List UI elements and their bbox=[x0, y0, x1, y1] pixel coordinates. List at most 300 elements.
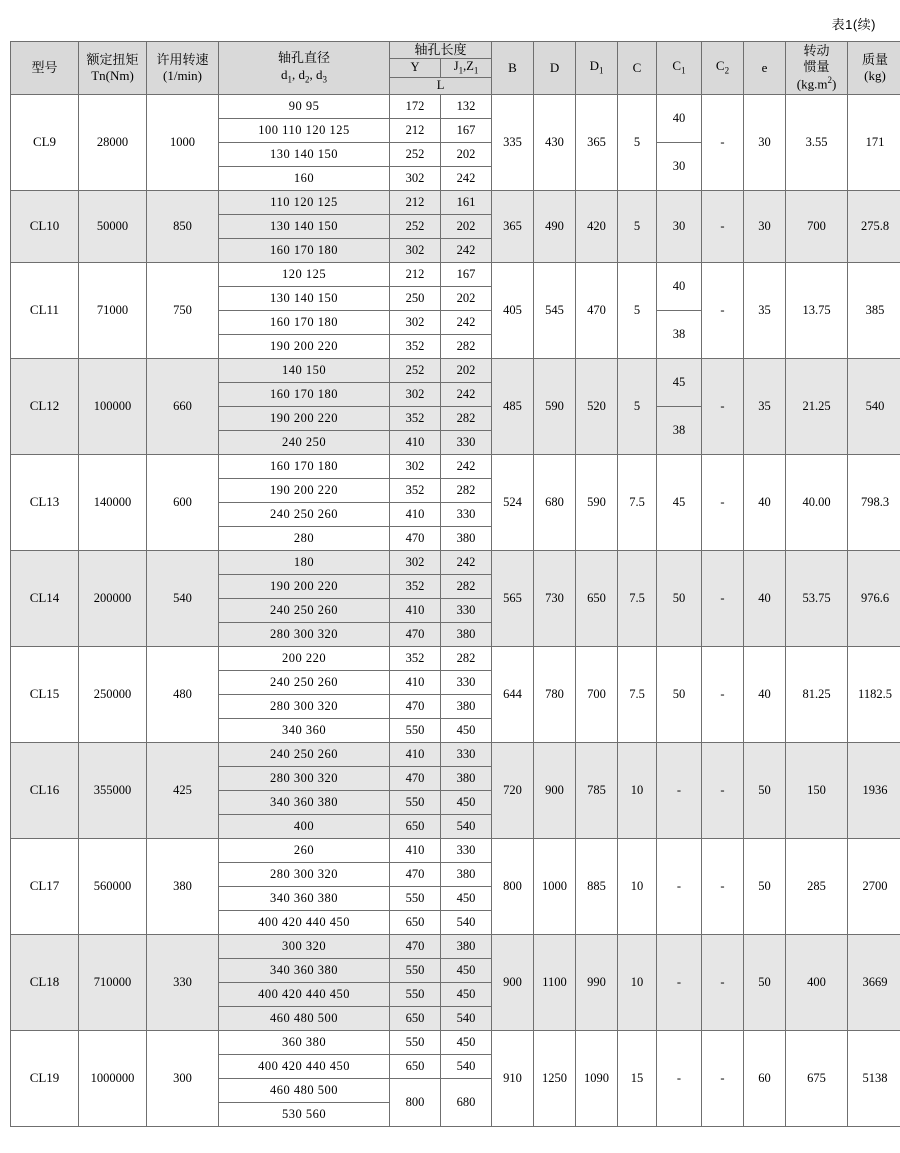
cell-C1: - bbox=[657, 934, 702, 1030]
cell-bore-diameters: 280 bbox=[219, 526, 390, 550]
cell-length-Y: 252 bbox=[390, 142, 441, 166]
cell-D: 900 bbox=[534, 742, 576, 838]
cell-C2: - bbox=[702, 742, 744, 838]
cell-length-J1Z1: 242 bbox=[441, 550, 492, 574]
cell-bore-diameters: 280 300 320 bbox=[219, 694, 390, 718]
cell-D: 1100 bbox=[534, 934, 576, 1030]
table-row bbox=[11, 190, 900, 214]
cell-length-J1Z1: 330 bbox=[441, 430, 492, 454]
cell-bore-diameters: 340 360 380 bbox=[219, 958, 390, 982]
cell-model: CL14 bbox=[11, 550, 79, 646]
cell-B: 720 bbox=[492, 742, 534, 838]
cell-length-J1Z1: 330 bbox=[441, 502, 492, 526]
cell-torque: 1000000 bbox=[79, 1030, 147, 1126]
cell-length-Y: 410 bbox=[390, 430, 441, 454]
cell-mass: 5138 bbox=[848, 1030, 900, 1126]
table-row bbox=[11, 94, 900, 118]
cell-inertia: 81.25 bbox=[786, 646, 848, 742]
header-L: L bbox=[390, 78, 492, 95]
header-C: C bbox=[618, 42, 657, 95]
cell-D1: 590 bbox=[576, 454, 618, 550]
table-body bbox=[11, 94, 900, 1126]
cell-bore-diameters: 190 200 220 bbox=[219, 334, 390, 358]
cell-bore-diameters: 260 bbox=[219, 838, 390, 862]
header-mass bbox=[848, 42, 900, 95]
cell-model: CL9 bbox=[11, 94, 79, 190]
cell-bore-diameters: 280 300 320 bbox=[219, 622, 390, 646]
cell-bore-diameters: 400 420 440 450 bbox=[219, 1054, 390, 1078]
cell-length-J1Z1: 540 bbox=[441, 1006, 492, 1030]
cell-bore-diameters: 460 480 500 bbox=[219, 1006, 390, 1030]
cell-length-J1Z1: 540 bbox=[441, 910, 492, 934]
cell-D1: 520 bbox=[576, 358, 618, 454]
cell-C2: - bbox=[702, 646, 744, 742]
cell-B: 524 bbox=[492, 454, 534, 550]
cell-mass: 976.6 bbox=[848, 550, 900, 646]
cell-length-J1Z1: 242 bbox=[441, 166, 492, 190]
header-torque-line1: 额定扭矩 bbox=[86, 51, 139, 67]
cell-C: 7.5 bbox=[618, 646, 657, 742]
cell-torque: 560000 bbox=[79, 838, 147, 934]
cell-length-Y: 550 bbox=[390, 718, 441, 742]
cell-length-Y: 352 bbox=[390, 478, 441, 502]
header-Y: Y bbox=[390, 59, 441, 78]
cell-speed: 380 bbox=[147, 838, 219, 934]
cell-length-Y: 650 bbox=[390, 814, 441, 838]
table-row bbox=[11, 454, 900, 478]
cell-length-J1Z1: 380 bbox=[441, 526, 492, 550]
cell-C2: - bbox=[702, 838, 744, 934]
cell-length-Y: 410 bbox=[390, 598, 441, 622]
cell-D1: 420 bbox=[576, 190, 618, 262]
cell-e: 40 bbox=[744, 646, 786, 742]
cell-e: 40 bbox=[744, 550, 786, 646]
cell-B: 565 bbox=[492, 550, 534, 646]
cell-length-J1Z1: 450 bbox=[441, 790, 492, 814]
cell-length-Y: 410 bbox=[390, 838, 441, 862]
cell-length-Y: 410 bbox=[390, 742, 441, 766]
cell-length-Y: 550 bbox=[390, 886, 441, 910]
cell-length-J1Z1: 242 bbox=[441, 238, 492, 262]
cell-length-Y: 410 bbox=[390, 670, 441, 694]
cell-e: 35 bbox=[744, 262, 786, 358]
cell-torque: 50000 bbox=[79, 190, 147, 262]
cell-model: CL17 bbox=[11, 838, 79, 934]
cell-D1: 785 bbox=[576, 742, 618, 838]
cell-inertia: 13.75 bbox=[786, 262, 848, 358]
cell-C: 5 bbox=[618, 190, 657, 262]
cell-bore-diameters: 200 220 bbox=[219, 646, 390, 670]
cell-model: CL18 bbox=[11, 934, 79, 1030]
cell-speed: 425 bbox=[147, 742, 219, 838]
cell-C: 10 bbox=[618, 838, 657, 934]
table-caption: 表1(续) bbox=[831, 17, 876, 32]
cell-length-J1Z1: 242 bbox=[441, 454, 492, 478]
cell-C1-upper: 45 bbox=[657, 358, 702, 406]
cell-torque: 100000 bbox=[79, 358, 147, 454]
cell-bore-diameters: 120 125 bbox=[219, 262, 390, 286]
cell-C2: - bbox=[702, 358, 744, 454]
cell-C1: 45 bbox=[657, 454, 702, 550]
cell-C: 5 bbox=[618, 358, 657, 454]
cell-D: 780 bbox=[534, 646, 576, 742]
cell-length-J1Z1: 540 bbox=[441, 814, 492, 838]
header-torque-line2: Tn(Nm) bbox=[91, 67, 134, 83]
header-inertia bbox=[786, 42, 848, 95]
cell-bore-diameters: 160 170 180 bbox=[219, 454, 390, 478]
cell-inertia: 700 bbox=[786, 190, 848, 262]
cell-C1: 30 bbox=[657, 190, 702, 262]
cell-torque: 71000 bbox=[79, 262, 147, 358]
cell-inertia: 3.55 bbox=[786, 94, 848, 190]
header-mass-line1: 质量 bbox=[862, 51, 889, 67]
cell-e: 50 bbox=[744, 934, 786, 1030]
cell-D: 1250 bbox=[534, 1030, 576, 1126]
cell-D: 490 bbox=[534, 190, 576, 262]
cell-length-J1Z1: 540 bbox=[441, 1054, 492, 1078]
cell-length-Y: 212 bbox=[390, 262, 441, 286]
cell-bore-diameters: 400 420 440 450 bbox=[219, 982, 390, 1006]
cell-length-Y: 252 bbox=[390, 214, 441, 238]
cell-bore-diameters: 90 95 bbox=[219, 94, 390, 118]
cell-length-Y: 302 bbox=[390, 550, 441, 574]
cell-D: 545 bbox=[534, 262, 576, 358]
cell-C: 10 bbox=[618, 934, 657, 1030]
cell-e: 30 bbox=[744, 190, 786, 262]
cell-B: 900 bbox=[492, 934, 534, 1030]
cell-length-J1Z1: 282 bbox=[441, 334, 492, 358]
cell-length-Y: 352 bbox=[390, 646, 441, 670]
header-bore-diameter-line1: 轴孔直径 bbox=[277, 50, 330, 66]
cell-length-Y: 650 bbox=[390, 1006, 441, 1030]
cell-C: 7.5 bbox=[618, 550, 657, 646]
cell-bore-diameters: 110 120 125 bbox=[219, 190, 390, 214]
cell-inertia: 53.75 bbox=[786, 550, 848, 646]
cell-bore-diameters: 280 300 320 bbox=[219, 766, 390, 790]
cell-D: 680 bbox=[534, 454, 576, 550]
cell-bore-diameters: 160 170 180 bbox=[219, 238, 390, 262]
cell-inertia: 21.25 bbox=[786, 358, 848, 454]
cell-C2: - bbox=[702, 94, 744, 190]
cell-length-J1Z1: 330 bbox=[441, 838, 492, 862]
cell-length-J1Z1: 330 bbox=[441, 670, 492, 694]
cell-bore-diameters: 240 250 260 bbox=[219, 742, 390, 766]
cell-C1-upper: 40 bbox=[657, 94, 702, 142]
cell-length-J1Z1: 450 bbox=[441, 982, 492, 1006]
cell-bore-diameters: 130 140 150 bbox=[219, 286, 390, 310]
cell-length-J1Z1: 282 bbox=[441, 574, 492, 598]
header-J1Z1: $J_1,Z_1$ bbox=[441, 59, 492, 78]
cell-length-Y: 302 bbox=[390, 382, 441, 406]
header-bore-length: 轴孔长度 bbox=[390, 42, 492, 59]
cell-length-J1Z1: 380 bbox=[441, 622, 492, 646]
cell-C: 5 bbox=[618, 94, 657, 190]
cell-C1-upper: 40 bbox=[657, 262, 702, 310]
cell-bore-diameters: 340 360 380 bbox=[219, 886, 390, 910]
cell-speed: 540 bbox=[147, 550, 219, 646]
cell-mass: 2700 bbox=[848, 838, 900, 934]
cell-torque: 28000 bbox=[79, 94, 147, 190]
cell-B: 335 bbox=[492, 94, 534, 190]
cell-C2: - bbox=[702, 262, 744, 358]
cell-torque: 140000 bbox=[79, 454, 147, 550]
cell-C1: 50 bbox=[657, 550, 702, 646]
cell-length-Y: 550 bbox=[390, 982, 441, 1006]
cell-length-Y: 302 bbox=[390, 454, 441, 478]
cell-e: 35 bbox=[744, 358, 786, 454]
cell-bore-diameters: 160 170 180 bbox=[219, 310, 390, 334]
cell-length-J1Z1: 282 bbox=[441, 646, 492, 670]
cell-bore-diameters: 130 140 150 bbox=[219, 142, 390, 166]
cell-length-Y: 252 bbox=[390, 358, 441, 382]
cell-model: CL13 bbox=[11, 454, 79, 550]
cell-C1: - bbox=[657, 1030, 702, 1126]
cell-B: 365 bbox=[492, 190, 534, 262]
header-e: e bbox=[744, 42, 786, 95]
cell-torque: 250000 bbox=[79, 646, 147, 742]
cell-length-Y: 302 bbox=[390, 310, 441, 334]
cell-C1: - bbox=[657, 838, 702, 934]
cell-e: 40 bbox=[744, 454, 786, 550]
cell-bore-diameters: 340 360 bbox=[219, 718, 390, 742]
cell-length-J1Z1: 380 bbox=[441, 766, 492, 790]
header-speed-line2: (1/min) bbox=[163, 67, 202, 83]
cell-length-Y: 650 bbox=[390, 1054, 441, 1078]
header-C2: $C_2$ bbox=[702, 42, 744, 95]
cell-length-Y: 470 bbox=[390, 934, 441, 958]
coupling-spec-table bbox=[10, 41, 900, 1127]
table-row bbox=[11, 358, 900, 382]
cell-C1: 50 bbox=[657, 646, 702, 742]
header-D: D bbox=[534, 42, 576, 95]
cell-torque: 200000 bbox=[79, 550, 147, 646]
cell-C2: - bbox=[702, 454, 744, 550]
header-model: 型号 bbox=[11, 42, 79, 95]
cell-e: 30 bbox=[744, 94, 786, 190]
cell-length-Y: 172 bbox=[390, 94, 441, 118]
cell-D1: 365 bbox=[576, 94, 618, 190]
cell-length-Y: 550 bbox=[390, 958, 441, 982]
cell-mass: 1936 bbox=[848, 742, 900, 838]
header-D1: $D_1$ bbox=[576, 42, 618, 95]
cell-length-Y: 470 bbox=[390, 766, 441, 790]
header-C1: $C_1$ bbox=[657, 42, 702, 95]
cell-length-J1Z1: 450 bbox=[441, 1030, 492, 1054]
cell-D: 730 bbox=[534, 550, 576, 646]
table-header bbox=[11, 42, 900, 95]
cell-D1: 1090 bbox=[576, 1030, 618, 1126]
cell-bore-diameters: 240 250 bbox=[219, 430, 390, 454]
cell-bore-diameters: 360 380 bbox=[219, 1030, 390, 1054]
cell-length-J1Z1: 161 bbox=[441, 190, 492, 214]
table-row bbox=[11, 262, 900, 286]
cell-mass: 3669 bbox=[848, 934, 900, 1030]
cell-model: CL11 bbox=[11, 262, 79, 358]
cell-C2: - bbox=[702, 550, 744, 646]
cell-bore-diameters: 240 250 260 bbox=[219, 670, 390, 694]
cell-D: 590 bbox=[534, 358, 576, 454]
cell-length-Y: 352 bbox=[390, 334, 441, 358]
cell-model: CL16 bbox=[11, 742, 79, 838]
cell-bore-diameters: 140 150 bbox=[219, 358, 390, 382]
cell-bore-diameters: 160 bbox=[219, 166, 390, 190]
cell-length-J1Z1: 450 bbox=[441, 958, 492, 982]
cell-length-J1Z1: 330 bbox=[441, 598, 492, 622]
header-bore-diameter-line2: $d_1$, $d_2$, $d_3$ bbox=[281, 66, 327, 85]
table-row bbox=[11, 934, 900, 958]
cell-speed: 600 bbox=[147, 454, 219, 550]
cell-mass: 1182.5 bbox=[848, 646, 900, 742]
cell-length-Y: 470 bbox=[390, 526, 441, 550]
cell-C1-lower: 30 bbox=[657, 142, 702, 190]
cell-length-Y: 352 bbox=[390, 406, 441, 430]
cell-length-J1Z1: 282 bbox=[441, 478, 492, 502]
header-speed bbox=[147, 42, 219, 95]
cell-length-Y: 250 bbox=[390, 286, 441, 310]
header-inertia-line2: 惯量 bbox=[803, 59, 830, 75]
cell-C: 15 bbox=[618, 1030, 657, 1126]
cell-length-J1Z1: 450 bbox=[441, 718, 492, 742]
cell-length-Y: 470 bbox=[390, 694, 441, 718]
cell-bore-diameters: 240 250 260 bbox=[219, 502, 390, 526]
header-mass-line2: (kg) bbox=[864, 67, 886, 83]
cell-length-Y: 212 bbox=[390, 190, 441, 214]
cell-length-J1Z1: 242 bbox=[441, 310, 492, 334]
cell-length-J1Z1: 202 bbox=[441, 214, 492, 238]
cell-length-Y: 550 bbox=[390, 790, 441, 814]
cell-length-J1Z1: 330 bbox=[441, 742, 492, 766]
cell-length-J1Z1: 167 bbox=[441, 262, 492, 286]
cell-length-Y: 470 bbox=[390, 862, 441, 886]
cell-length-J1Z1: 242 bbox=[441, 382, 492, 406]
cell-speed: 660 bbox=[147, 358, 219, 454]
cell-bore-diameters: 400 420 440 450 bbox=[219, 910, 390, 934]
cell-speed: 1000 bbox=[147, 94, 219, 190]
cell-length-J1Z1: 202 bbox=[441, 358, 492, 382]
cell-D1: 885 bbox=[576, 838, 618, 934]
cell-C2: - bbox=[702, 934, 744, 1030]
table-row bbox=[11, 838, 900, 862]
cell-e: 60 bbox=[744, 1030, 786, 1126]
cell-length-J1Z1: 167 bbox=[441, 118, 492, 142]
cell-length-Y: 650 bbox=[390, 910, 441, 934]
cell-bore-diameters: 340 360 380 bbox=[219, 790, 390, 814]
cell-torque: 710000 bbox=[79, 934, 147, 1030]
cell-speed: 300 bbox=[147, 1030, 219, 1126]
cell-inertia: 150 bbox=[786, 742, 848, 838]
cell-length-J1Z1: 380 bbox=[441, 862, 492, 886]
cell-length-J1Z1: 202 bbox=[441, 142, 492, 166]
table-row bbox=[11, 646, 900, 670]
cell-bore-diameters: 240 250 260 bbox=[219, 598, 390, 622]
cell-mass: 275.8 bbox=[848, 190, 900, 262]
cell-model: CL15 bbox=[11, 646, 79, 742]
header-bore-diameter bbox=[219, 42, 390, 95]
cell-speed: 850 bbox=[147, 190, 219, 262]
cell-model: CL10 bbox=[11, 190, 79, 262]
cell-C: 7.5 bbox=[618, 454, 657, 550]
cell-bore-diameters: 400 bbox=[219, 814, 390, 838]
cell-bore-diameters: 190 200 220 bbox=[219, 406, 390, 430]
cell-length-J1Z1: 680 bbox=[441, 1078, 492, 1126]
cell-inertia: 400 bbox=[786, 934, 848, 1030]
cell-inertia: 40.00 bbox=[786, 454, 848, 550]
header-inertia-line3: $(kg.m^2)$ bbox=[796, 75, 837, 92]
cell-inertia: 675 bbox=[786, 1030, 848, 1126]
cell-C1-lower: 38 bbox=[657, 406, 702, 454]
cell-length-Y: 550 bbox=[390, 1030, 441, 1054]
cell-B: 644 bbox=[492, 646, 534, 742]
cell-e: 50 bbox=[744, 838, 786, 934]
cell-speed: 330 bbox=[147, 934, 219, 1030]
cell-e: 50 bbox=[744, 742, 786, 838]
cell-length-J1Z1: 282 bbox=[441, 406, 492, 430]
cell-D: 430 bbox=[534, 94, 576, 190]
cell-D1: 470 bbox=[576, 262, 618, 358]
cell-length-J1Z1: 202 bbox=[441, 286, 492, 310]
table-row bbox=[11, 1030, 900, 1054]
header-B: B bbox=[492, 42, 534, 95]
cell-D1: 700 bbox=[576, 646, 618, 742]
cell-length-J1Z1: 450 bbox=[441, 886, 492, 910]
header-inertia-line1: 转动 bbox=[803, 42, 830, 58]
cell-bore-diameters: 530 560 bbox=[219, 1102, 390, 1126]
cell-C1: - bbox=[657, 742, 702, 838]
cell-B: 405 bbox=[492, 262, 534, 358]
cell-bore-diameters: 190 200 220 bbox=[219, 478, 390, 502]
cell-length-Y: 470 bbox=[390, 622, 441, 646]
cell-C1-lower: 38 bbox=[657, 310, 702, 358]
cell-C: 10 bbox=[618, 742, 657, 838]
cell-length-Y: 800 bbox=[390, 1078, 441, 1126]
cell-model: CL12 bbox=[11, 358, 79, 454]
cell-B: 800 bbox=[492, 838, 534, 934]
cell-mass: 798.3 bbox=[848, 454, 900, 550]
cell-length-Y: 352 bbox=[390, 574, 441, 598]
cell-C2: - bbox=[702, 1030, 744, 1126]
cell-mass: 171 bbox=[848, 94, 900, 190]
table-row bbox=[11, 742, 900, 766]
cell-length-Y: 410 bbox=[390, 502, 441, 526]
cell-model: CL19 bbox=[11, 1030, 79, 1126]
cell-C2: - bbox=[702, 190, 744, 262]
cell-length-Y: 212 bbox=[390, 118, 441, 142]
header-speed-line1: 许用转速 bbox=[156, 51, 209, 67]
cell-D1: 650 bbox=[576, 550, 618, 646]
cell-bore-diameters: 280 300 320 bbox=[219, 862, 390, 886]
cell-bore-diameters: 460 480 500 bbox=[219, 1078, 390, 1102]
cell-length-Y: 302 bbox=[390, 238, 441, 262]
cell-mass: 385 bbox=[848, 262, 900, 358]
cell-length-Y: 302 bbox=[390, 166, 441, 190]
cell-speed: 480 bbox=[147, 646, 219, 742]
cell-C: 5 bbox=[618, 262, 657, 358]
cell-inertia: 285 bbox=[786, 838, 848, 934]
cell-B: 910 bbox=[492, 1030, 534, 1126]
cell-speed: 750 bbox=[147, 262, 219, 358]
cell-bore-diameters: 160 170 180 bbox=[219, 382, 390, 406]
cell-bore-diameters: 180 bbox=[219, 550, 390, 574]
cell-mass: 540 bbox=[848, 358, 900, 454]
cell-length-J1Z1: 132 bbox=[441, 94, 492, 118]
header-torque bbox=[79, 42, 147, 95]
cell-bore-diameters: 100 110 120 125 bbox=[219, 118, 390, 142]
table-row bbox=[11, 550, 900, 574]
cell-bore-diameters: 300 320 bbox=[219, 934, 390, 958]
cell-length-J1Z1: 380 bbox=[441, 934, 492, 958]
cell-bore-diameters: 130 140 150 bbox=[219, 214, 390, 238]
cell-B: 485 bbox=[492, 358, 534, 454]
